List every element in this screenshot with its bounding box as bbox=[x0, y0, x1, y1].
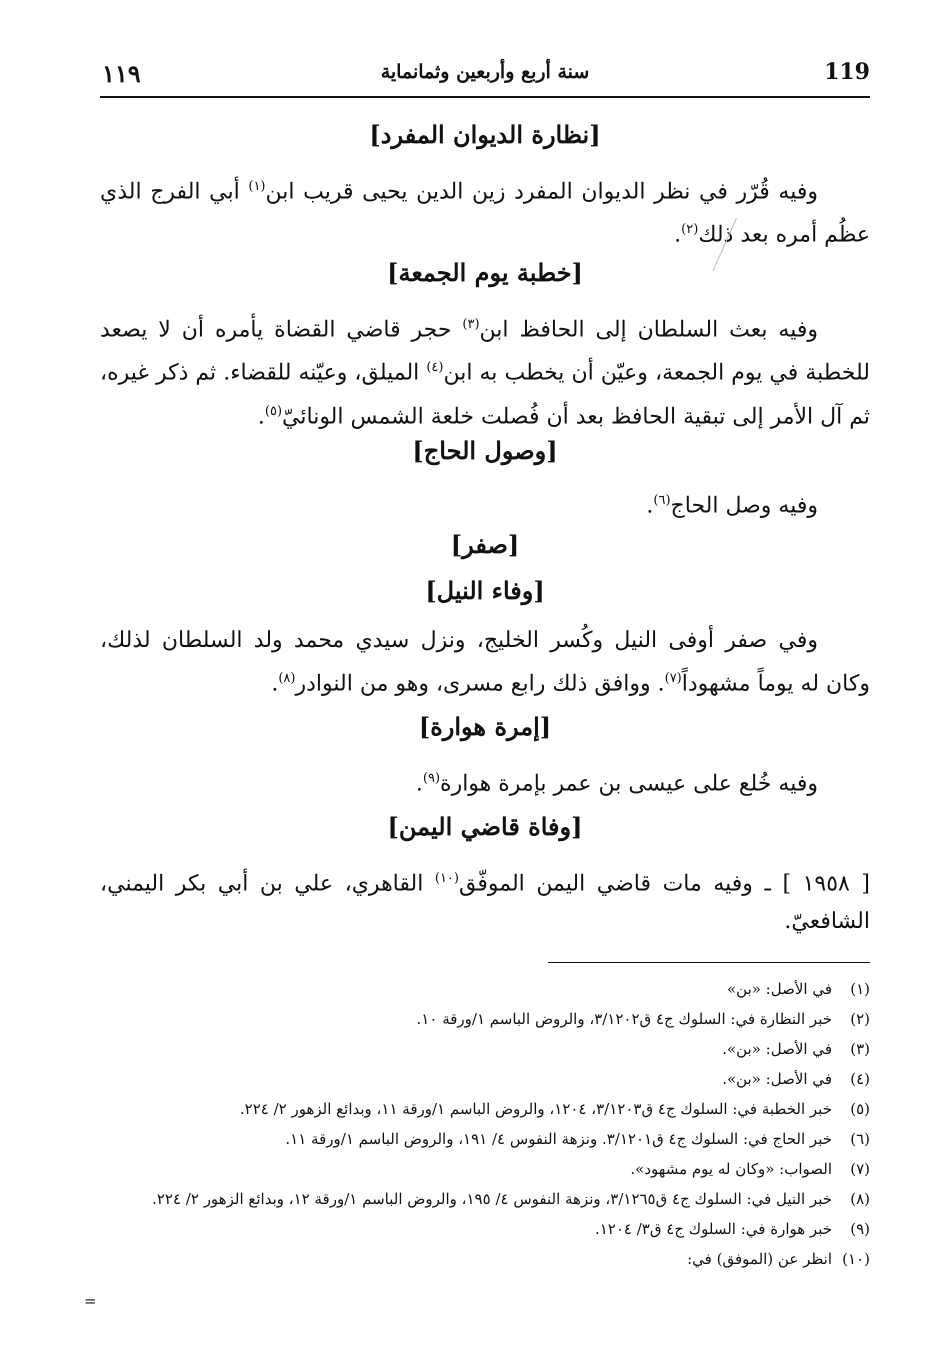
header-rule bbox=[100, 96, 870, 98]
footnote-number: (١) bbox=[850, 980, 870, 998]
footnote-ref[interactable]: (٨) bbox=[278, 671, 296, 686]
footnote-number: (٥) bbox=[850, 1100, 870, 1118]
footnote-text: خبر الخطبة في: السلوك ج٤ ق٣/١٢٠٣، ١٢٠٤، والروض الباسم ١/ورقة ١١، وبدائع الزهور ٢/ ٢٢٤. bbox=[239, 1100, 832, 1118]
text-run: وفيه قُرّر في نظر الديوان المفرد زين الدين يحيى قريب ابن bbox=[265, 179, 818, 205]
footnote-number: (٦) bbox=[850, 1130, 870, 1148]
footnote-ref[interactable]: (٩) bbox=[422, 771, 441, 786]
footnote-number: (١٠) bbox=[842, 1250, 870, 1268]
paragraph-yemen-judge bbox=[100, 860, 870, 941]
footnote-item bbox=[100, 1064, 870, 1094]
footnote-item bbox=[100, 1094, 870, 1124]
text-run: . bbox=[271, 671, 279, 697]
footnote-item bbox=[100, 974, 870, 1004]
footnote-item bbox=[100, 1154, 870, 1184]
footnote-text: انظر عن (الموفق) في: bbox=[687, 1250, 832, 1268]
paragraph-hawwara bbox=[100, 760, 870, 803]
section-heading-yemen-judge: [وفاة قاضي اليمن] bbox=[387, 812, 583, 841]
section-heading-hajj: [وصول الحاج] bbox=[412, 436, 558, 465]
text-run: . bbox=[257, 403, 265, 429]
footnote-item bbox=[100, 1244, 870, 1274]
text-run: حجر قاضي القضاة يأمره أن لا يصعد للخطبة في يوم الجمعة، وعيّن أن يخطب به ابن bbox=[100, 317, 870, 386]
text-run: وفيه بعث السلطان إلى الحافظ ابن bbox=[479, 317, 818, 343]
footnote-ref[interactable]: (٦) bbox=[653, 493, 671, 508]
section-heading-hawwara: [إمرة هوارة] bbox=[418, 712, 552, 741]
footnote-ref[interactable]: (١) bbox=[248, 179, 266, 194]
footnote-separator bbox=[548, 962, 870, 963]
section-heading-nile: [وفاء النيل] bbox=[425, 576, 545, 605]
footnote-text: خبر الحاج في: السلوك ج٤ ق٣/١٢٠١. ونزهة النفوس ٤/ ١٩١، والروض الباسم ١/ورقة ١١. bbox=[285, 1130, 832, 1148]
footnote-number: (٣) bbox=[850, 1040, 870, 1058]
text-run: الميلق، وعيّنه للقضاء. ثم ذكر غيره، ثم آل الأمر إلى تبقية الحافظ بعد أن فُصلت خلعة الشمس الونائيّ bbox=[100, 360, 870, 429]
text-run: أبي الفرج الذي عظُم أمره بعد ذلك bbox=[100, 179, 870, 248]
page-number: 119 bbox=[824, 59, 870, 85]
footnote-item bbox=[100, 1004, 870, 1034]
footnote-item bbox=[100, 1034, 870, 1064]
footnote-ref[interactable]: (١٠) bbox=[434, 871, 459, 886]
footnote-ref[interactable]: (٤) bbox=[426, 360, 444, 376]
text-run: . bbox=[646, 493, 654, 519]
running-title: سنة أربع وأربعين وثمانماية bbox=[380, 61, 590, 83]
paragraph-khutba bbox=[100, 306, 870, 436]
footnote-text: في الأصل: «بن». bbox=[722, 1070, 832, 1088]
footnote-text: في الأصل: «بن» bbox=[726, 980, 832, 998]
page-header bbox=[100, 55, 870, 95]
section-heading-safar: [صفر] bbox=[450, 530, 520, 559]
footnote-number: (٧) bbox=[850, 1160, 870, 1178]
footnotes bbox=[100, 974, 870, 1274]
paragraph-diwan bbox=[100, 168, 870, 255]
paragraph-hajj bbox=[100, 482, 870, 525]
text-run: وفيه خُلع على عيسى بن عمر بإمرة هوارة bbox=[440, 771, 818, 797]
footnote-item bbox=[100, 1214, 870, 1244]
footnote-text: في الأصل: «بن». bbox=[722, 1040, 832, 1058]
footnote-number: (٩) bbox=[850, 1220, 870, 1238]
footnote-text: الصواب: «وكان له يوم مشهود». bbox=[630, 1160, 832, 1178]
footnote-ref[interactable]: (٥) bbox=[264, 403, 283, 419]
footnote-item bbox=[100, 1124, 870, 1154]
text-run: . bbox=[674, 222, 682, 248]
footnote-ref[interactable]: (٣) bbox=[462, 317, 480, 332]
text-run: وفي صفر أوفى النيل وكُسر الخليج، ونزل سيدي محمد ولد السلطان لذلك، وكان له يوماً مشهوداً bbox=[100, 628, 870, 697]
margin-mark: = bbox=[84, 1292, 97, 1310]
text-run: القاهري، علي بن أبي بكر اليمني، الشافعيّ. bbox=[100, 871, 870, 935]
footnote-ref[interactable]: (٧) bbox=[664, 671, 682, 686]
footnote-ref[interactable]: (٢) bbox=[681, 222, 699, 238]
footnote-text: خبر النظارة في: السلوك ج٤ ق٣/١٢٠٢، والروض الباسم ١/ورقة ١٠. bbox=[416, 1010, 832, 1028]
paragraph-nile bbox=[100, 622, 870, 703]
footnote-number: (٤) bbox=[850, 1070, 870, 1088]
section-heading-diwan: [نظارة الديوان المفرد] bbox=[369, 120, 601, 149]
footnote-text: خبر هوارة في: السلوك ج٤ ق٣/ ١٢٠٤. bbox=[594, 1220, 832, 1238]
footnote-item bbox=[100, 1184, 870, 1214]
footnote-text: خبر النيل في: السلوك ج٤ ق٣/١٢٦٥، ونزهة النفوس ٤/ ١٩٥، والروض الباسم ١/ورقة ١٢، وبدائع الزهور ٢/ ٢٢٤. bbox=[152, 1190, 832, 1208]
section-heading-khutba: [خطبة يوم الجمعة] bbox=[387, 258, 583, 287]
text-run: . ووافق ذلك رابع مسرى، وهو من النوادر bbox=[295, 671, 665, 697]
text-run: وفيه وصل الحاج bbox=[670, 493, 818, 519]
footnote-number: (٢) bbox=[850, 1010, 870, 1028]
footnote-number: (٨) bbox=[850, 1190, 870, 1208]
page-number-arabic: ١١٩ bbox=[102, 59, 141, 88]
text-run: . bbox=[415, 771, 423, 797]
text-run: [ ١٩٥٨ ] ـ وفيه مات قاضي اليمن الموفّق bbox=[459, 871, 870, 897]
